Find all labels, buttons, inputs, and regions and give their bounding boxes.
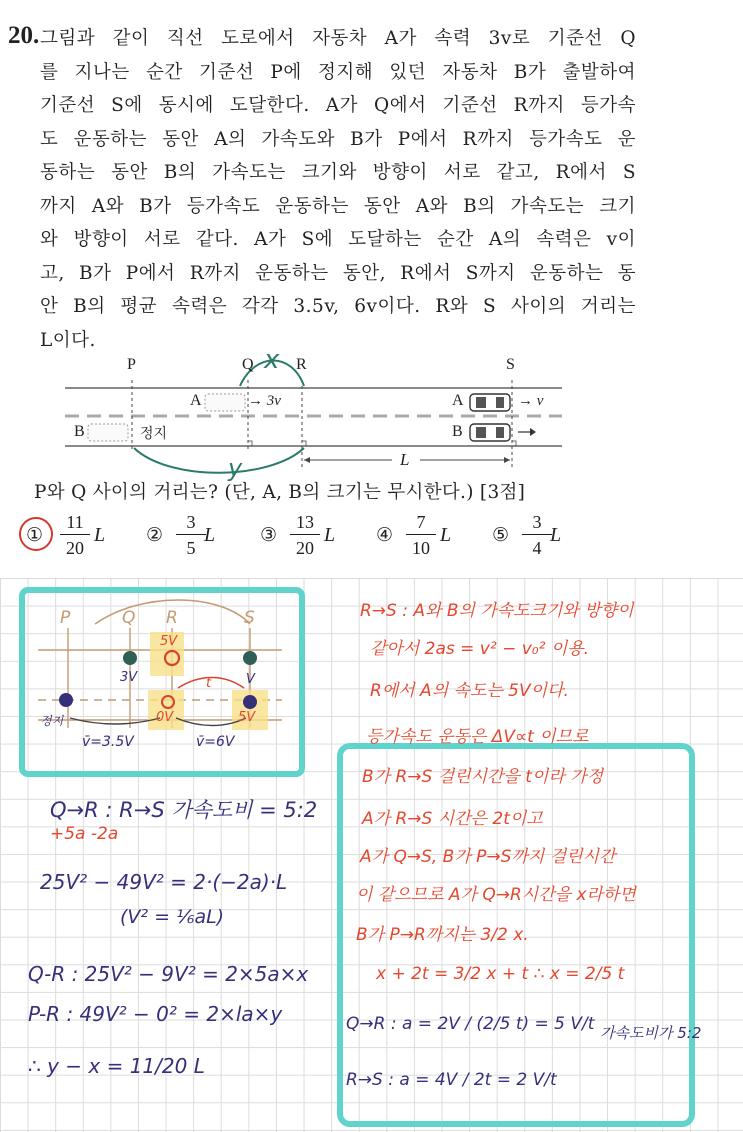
- note-left-line: P-R : 49V² − 0² = 2×la×y: [28, 1002, 283, 1026]
- note-left-line: (V² = ⅙aL): [120, 906, 225, 928]
- choice-number: ①: [26, 524, 44, 546]
- fig-car-a-label-s: A: [452, 392, 464, 409]
- note-t: t: [206, 676, 212, 691]
- note-right-line: R→S : A와 B의 가속도크기와 방향이: [360, 601, 634, 621]
- question-line: 고, B가 P에서 R까지 운동하는 동안, R에서 S까지 운동하는 동: [40, 262, 636, 284]
- note-right-line: 이 같으므로 A가 Q→R시간을 x라하면: [356, 885, 636, 905]
- handwritten-notes: [0, 578, 743, 1132]
- question-line: 동하는 동안 B의 가속도는 크기와 방향이 서로 같고, R에서 S: [40, 162, 636, 183]
- note-right-line: Q→R : a = 2V / (2/5 t) = 5 V/t: [346, 1014, 595, 1034]
- fig-car-a-label: A: [190, 392, 202, 409]
- note-label-q: Q: [122, 608, 136, 628]
- hand-y: y: [228, 454, 243, 482]
- note-left-line: +5a -2a: [50, 824, 119, 844]
- note-avg2: v̄=6V: [196, 734, 235, 750]
- choice-var: L: [94, 524, 106, 546]
- question-line: 기준선 S에 동시에 도달한다. A가 Q에서 기준선 R까지 등가속: [40, 95, 636, 116]
- road-figure: [0, 350, 743, 475]
- note-b-r: 0V: [156, 710, 174, 725]
- fig-label-s: S: [506, 356, 515, 373]
- note-v-s: V: [246, 672, 255, 687]
- choice-var: L: [550, 524, 562, 546]
- fig-label-q: Q: [242, 356, 254, 373]
- fig-label-r: R: [296, 356, 307, 373]
- choice-fraction: $\frac{3}{5}$: [176, 510, 206, 561]
- note-v-r: 5V: [160, 634, 178, 649]
- question-line: L이다.: [40, 329, 96, 351]
- car-a: [470, 394, 510, 411]
- note-right-line: A가 R→S 시간은 2t이고: [362, 809, 543, 829]
- note-right-line: A가 Q→S, B가 P→S까지 걸린시간: [360, 847, 616, 867]
- question-line: 를 지나는 순간 기준선 P에 정지해 있던 자동차 B가 출발하여: [40, 61, 636, 83]
- choice-var: L: [440, 524, 452, 546]
- note-left-line: 25V² − 49V² = 2·(−2a)·L: [40, 870, 288, 894]
- choice-var: L: [324, 524, 336, 546]
- note-right-line: 가속도비가 5:2: [600, 1024, 702, 1042]
- car-b: [470, 424, 510, 441]
- choice-5[interactable]: [492, 510, 632, 570]
- car-b-faded: [88, 424, 128, 441]
- choice-number: ③: [260, 524, 278, 546]
- note-right-line: R→S : a = 4V / 2t = 2 V/t: [346, 1070, 557, 1090]
- fig-speed-a: → 3v: [248, 393, 281, 409]
- fig-label-p: P: [127, 356, 136, 373]
- note-right-line: x + 2t = 3/2 x + t ∴ x = 2/5 t: [376, 964, 625, 984]
- note-right-line: 같아서 2as = v² − v₀² 이용.: [370, 639, 590, 659]
- question-line: 그림과 같이 직선 도로에서 자동차 A가 속력 3v로 기준선 Q: [40, 28, 636, 49]
- choice-number: ⑤: [492, 524, 510, 546]
- choice-fraction: $\frac{3}{4}$: [522, 510, 552, 561]
- choice-number: ④: [376, 524, 394, 546]
- note-left-line: ∴ y − x = 11/20 L: [28, 1054, 205, 1078]
- hand-x: x: [264, 345, 280, 375]
- note-b-stop: 정지: [40, 714, 64, 728]
- note-right-line: B가 R→S 걸린시간을 t이라 가정: [362, 767, 604, 787]
- note-right-line: R에서 A의 속도는 5V이다.: [370, 681, 569, 701]
- question-text: [40, 22, 636, 357]
- choice-fraction: $\frac{7}{10}$: [406, 510, 436, 561]
- question-line: 와 방향이 서로 같다. A가 S에 도달하는 순간 A의 속력은 v이: [40, 229, 636, 250]
- choice-fraction: $\frac{11}{20}$: [60, 510, 90, 561]
- fig-speed-a-end: → v: [518, 393, 544, 409]
- note-label-p: P: [60, 608, 71, 628]
- note-right-line: B가 P→R까지는 3/2 x.: [356, 925, 529, 945]
- car-a-faded: [205, 394, 245, 411]
- question-ask: P와 Q 사이의 거리는? (단, A, B의 크기는 무시한다.) [3점]: [34, 482, 526, 503]
- fig-distance-l: L: [400, 450, 410, 469]
- note-label-s: S: [244, 608, 255, 628]
- choice-1[interactable]: [20, 510, 160, 570]
- question-number: 20.: [8, 22, 40, 49]
- choice-number: ②: [146, 524, 164, 546]
- choice-fraction: $\frac{13}{20}$: [290, 510, 320, 561]
- note-label-r: R: [166, 608, 178, 628]
- question-line: 도 운동하는 동안 A의 가속도와 B가 P에서 R까지 등가속도 운: [40, 128, 636, 150]
- choice-var: L: [204, 524, 216, 546]
- note-left-line: Q-R : 25V² − 9V² = 2×5a×x: [28, 962, 309, 986]
- fig-car-b-label-s: B: [452, 423, 463, 440]
- note-left-line: Q→R : R→S 가속도비 = 5:2: [50, 798, 318, 822]
- note-v-q: 3V: [120, 670, 138, 685]
- note-b-s: 5V: [238, 710, 256, 725]
- note-avg1: v̄=3.5V: [82, 734, 134, 750]
- fig-stop: 정지: [140, 426, 168, 442]
- question-line: 까지 A와 B가 등가속도 운동하는 동안 A와 B의 가속도는 크기: [40, 195, 636, 217]
- fig-car-b-label: B: [74, 423, 85, 440]
- note-right-line: 등가속도 운동은 ΔV∝t 이므로: [366, 727, 589, 747]
- question-line: 안 B의 평균 속력은 각각 3.5v, 6v이다. R와 S 사이의 거리는: [40, 296, 636, 317]
